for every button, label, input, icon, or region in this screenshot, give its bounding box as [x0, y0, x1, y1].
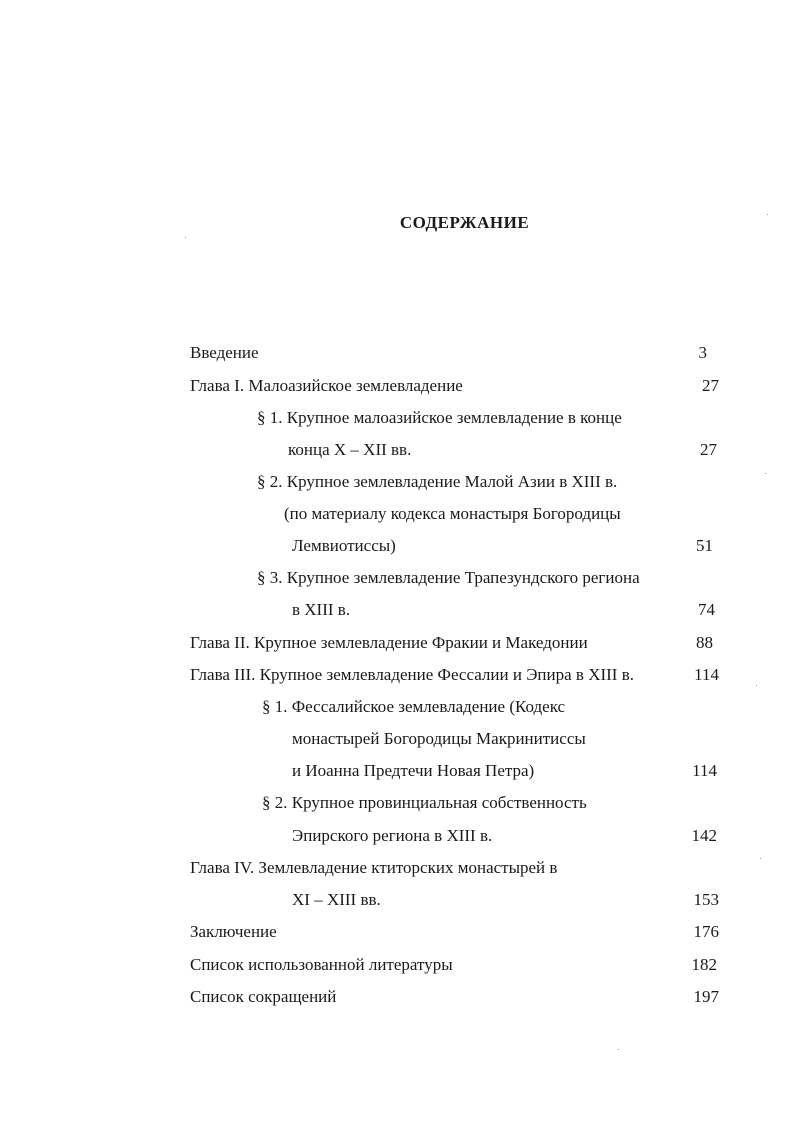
toc-entry-page: 114 [692, 761, 717, 780]
toc-entry-text: XI – XIII вв. [292, 890, 381, 909]
toc-entry-text: Лемвиотиссы) [292, 536, 396, 555]
toc-entry-text: § 3. Крупное землевладение Трапезундского региона [257, 568, 640, 587]
toc-entry-page: 74 [698, 600, 715, 619]
toc-entry-text: § 2. Крупное землевладение Малой Азии в XIII в. [257, 472, 618, 491]
toc-entry-page: 176 [693, 922, 719, 941]
toc-entry-text: Глава III. Крупное землевладение Фессалии и Эпира в XIII в. [190, 665, 634, 684]
toc-entry-text: § 2. Крупное провинциальная собственность [262, 793, 587, 812]
toc-entry-page: 197 [693, 987, 719, 1006]
toc-entry-text: в XIII в. [292, 600, 351, 619]
toc-entry-text: § 1. Крупное малоазийское землевладение в конце [257, 408, 622, 427]
scan-speck [185, 237, 186, 238]
toc-entry-page: 114 [694, 665, 719, 684]
toc-entry-text: (по материалу кодекса монастыря Богородицы [284, 504, 621, 523]
scan-speck [756, 685, 757, 686]
toc-entry-text: Список сокращений [190, 987, 337, 1006]
toc-entry-page: 142 [691, 826, 717, 845]
toc-entry-page: 27 [700, 440, 717, 459]
toc-entry-page: 3 [698, 343, 707, 362]
toc-entry-text: и Иоанна Предтечи Новая Петра) [292, 761, 535, 780]
toc-entry-page: 27 [702, 376, 719, 395]
page-title: СОДЕРЖАНИЕ [399, 213, 530, 232]
toc-entry-text: Введение [190, 343, 259, 362]
toc-entry-text: Глава IV. Землевладение ктиторских монастырей в [190, 858, 558, 877]
toc-entry-text: Глава I. Малоазийское землевладение [190, 376, 463, 395]
scan-speck [618, 1049, 619, 1050]
toc-entry-text: Список использованной литературы [190, 955, 453, 974]
scan-speck [760, 858, 761, 859]
toc-entry-page: 182 [691, 955, 717, 974]
toc-entry-text: Глава II. Крупное землевладение Фракии и Македонии [190, 633, 588, 652]
toc-entry-text: конца X – XII вв. [288, 440, 412, 459]
scan-speck [767, 214, 768, 215]
scan-speck [765, 473, 766, 474]
toc-entry-text: Эпирского региона в XIII в. [292, 826, 493, 845]
toc-entry-text: Заключение [190, 922, 277, 941]
toc-entry-page: 51 [696, 536, 713, 555]
toc-entry-page: 88 [696, 633, 713, 652]
toc-entry-text: § 1. Фессалийское землевладение (Кодекс [262, 697, 566, 716]
toc-entry-page: 153 [693, 890, 719, 909]
toc-entry-text: монастырей Богородицы Макринитиссы [292, 729, 586, 748]
